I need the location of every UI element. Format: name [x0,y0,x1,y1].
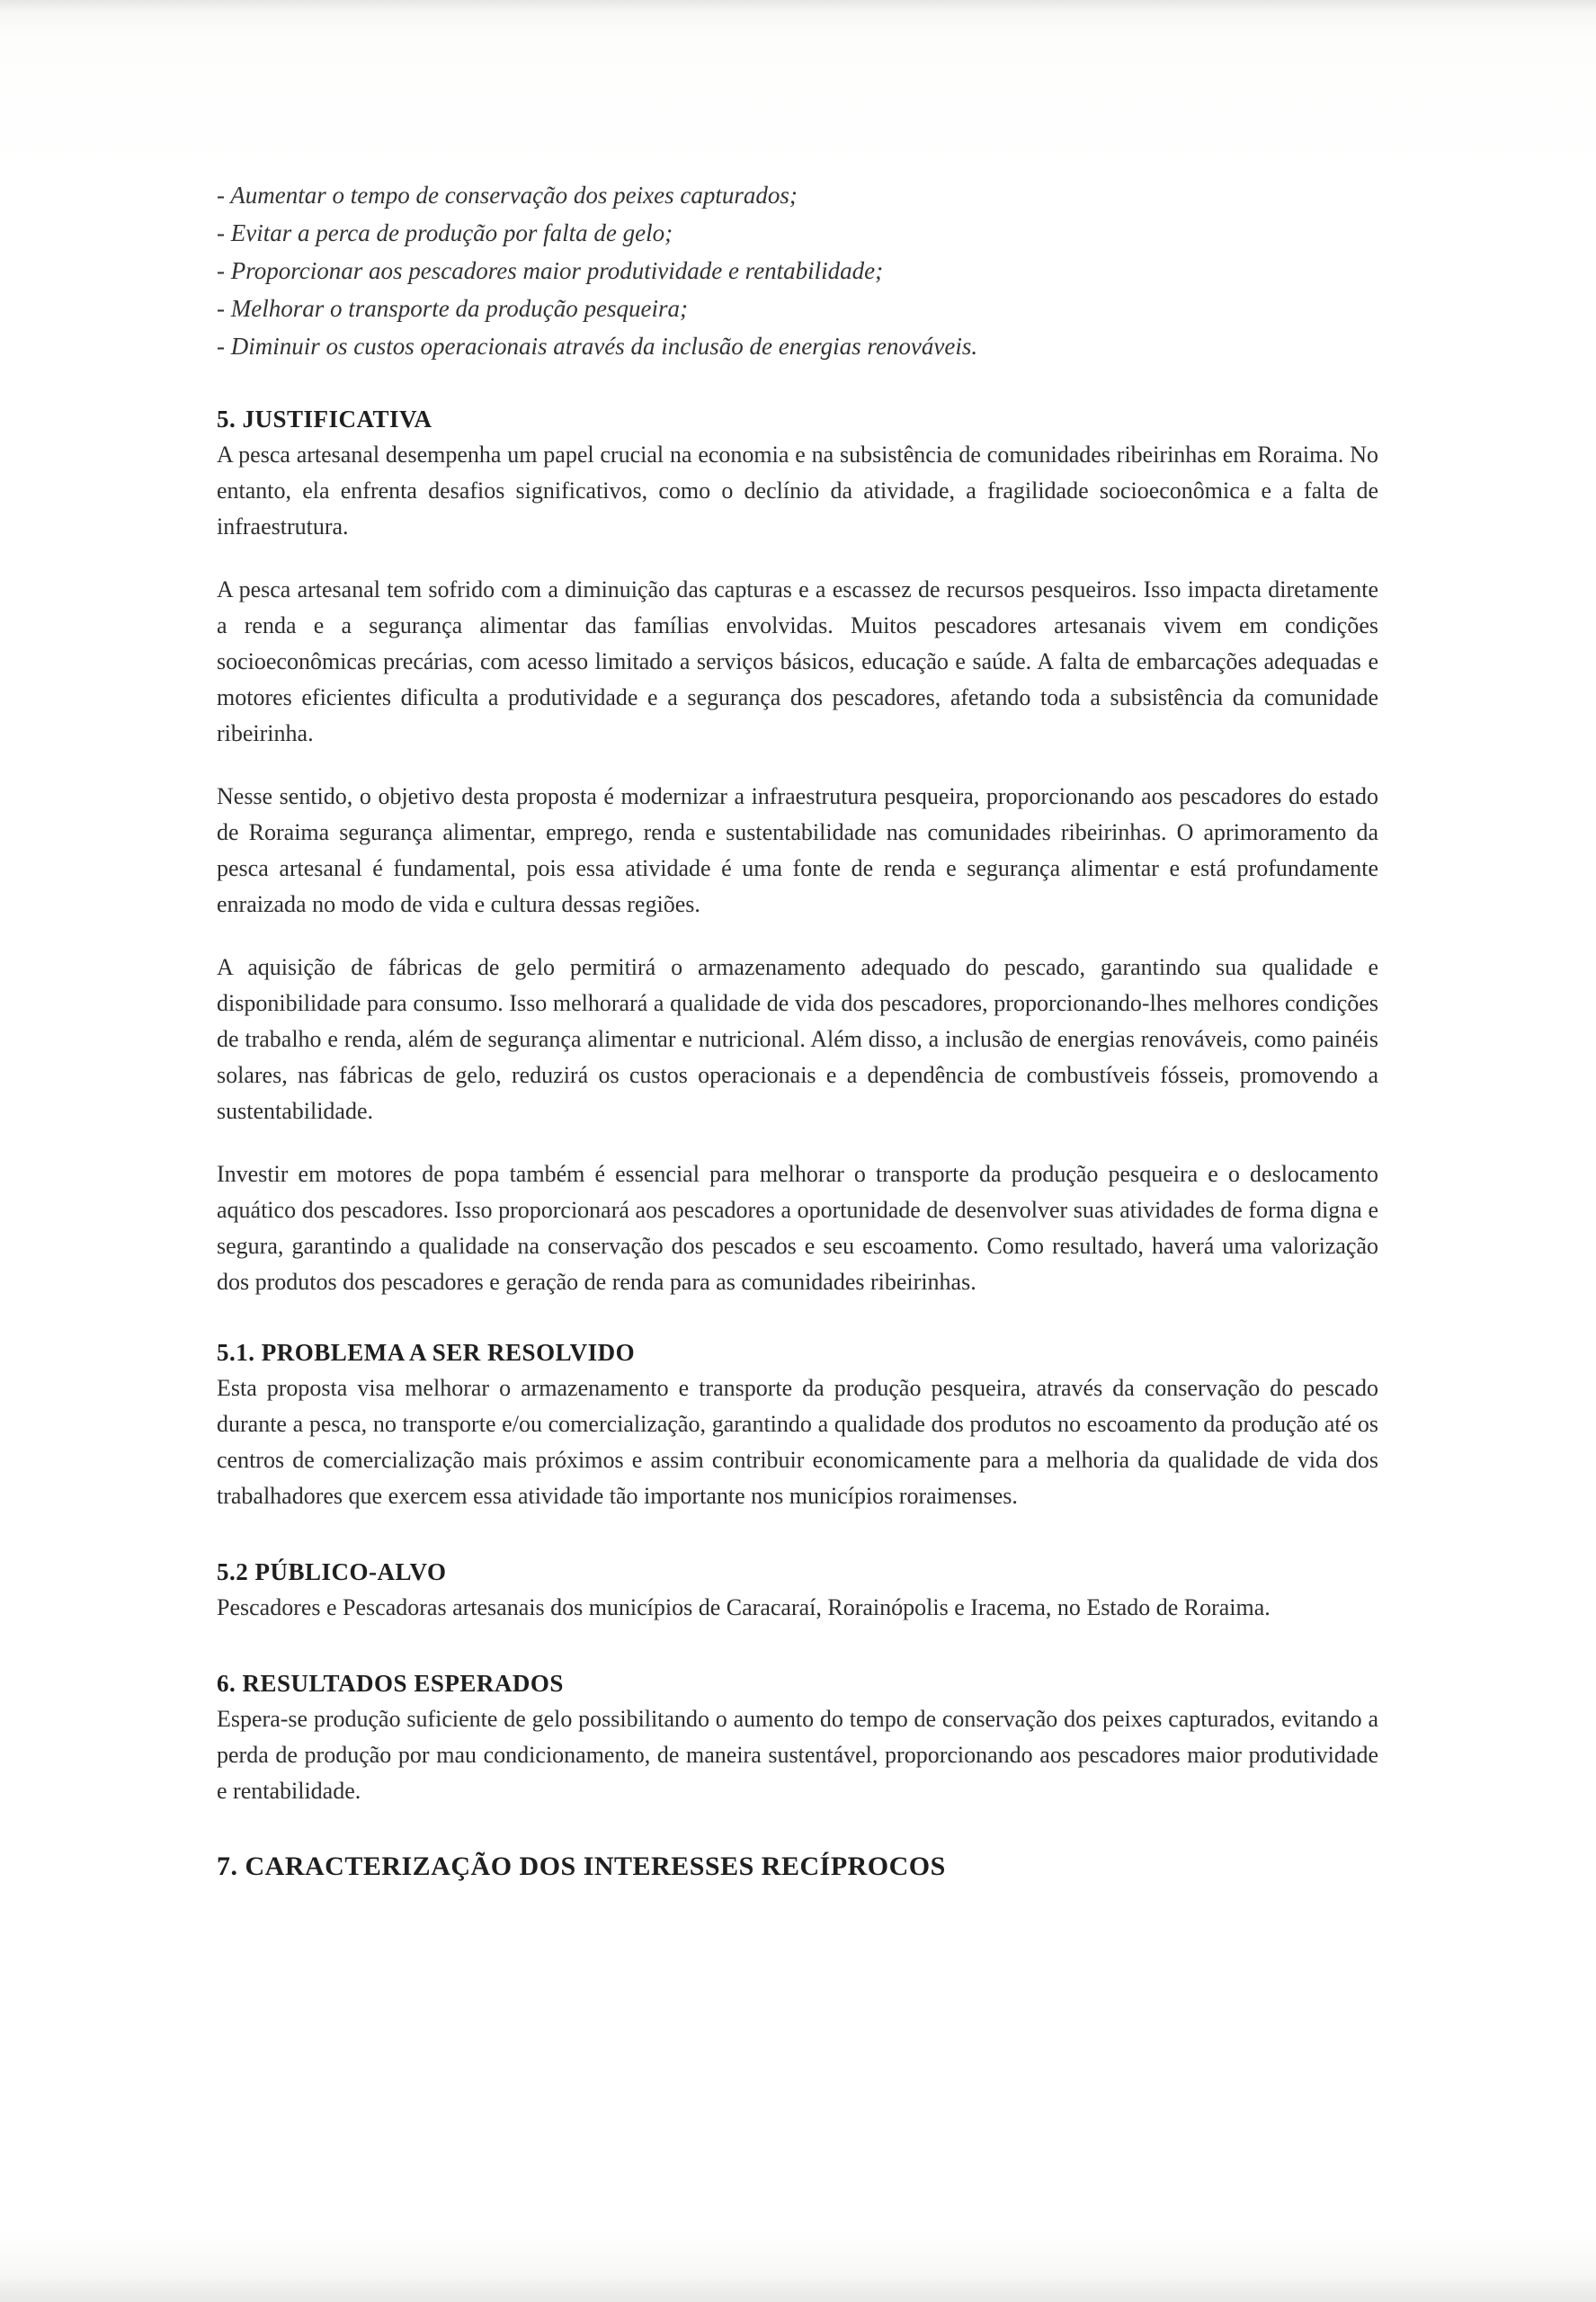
section-heading-interesses: 7. CARACTERIZAÇÃO DOS INTERESSES RECÍPROCOS [217,1851,946,1881]
document-body [217,176,1378,1885]
objectives-list [217,176,1378,365]
objective-item: - Diminuir os custos operacionais através da inclusão de energias renováveis. [217,333,978,360]
justificativa-paragraph: A pesca artesanal desempenha um papel crucial na economia e na subsistência de comunidades ribeirinhas em Roraima. No entanto, ela enfrenta desafios significativos, como o declínio da atividade, a fragilidade socioeconômica e a falta de infraestrutura. [217,442,1378,540]
objective-item: - Proporcionar aos pescadores maior produtividade e rentabilidade; [217,257,884,284]
objective-item: - Evitar a perca de produção por falta de gelo; [217,219,673,246]
section-heading-resultados: 6. RESULTADOS ESPERADOS [217,1670,564,1697]
scan-edge-bottom [0,2275,1596,2302]
justificativa-paragraph: Investir em motores de popa também é essencial para melhorar o transporte da produção pesqueira e o deslocamento aquático dos pescadores. Isso proporcionará aos pescadores a oportunidade de desenvolver suas atividades de forma digna e segura, garantindo a qualidade na conservação dos pescados e seu escoamento. Como resultado, haverá uma valorização dos produtos dos pescadores e geração de renda para as comunidades ribeirinhas. [217,1161,1378,1295]
section-heading-publico: 5.2 PÚBLICO-ALVO [217,1558,447,1585]
section-heading-justificativa: 5. JUSTIFICATIVA [217,406,432,433]
objective-item: - Melhorar o transporte da produção pesqueira; [217,295,688,322]
justificativa-paragraph: Nesse sentido, o objetivo desta proposta é modernizar a infraestrutura pesqueira, proporcionando aos pescadores do estado de Roraima segurança alimentar, emprego, renda e sustentabilidade nas comunidades ribeirinhas. O aprimoramento da pesca artesanal é fundamental, pois essa atividade é uma fonte de renda e segurança alimentar e está profundamente enraizada no modo de vida e cultura dessas regiões. [217,783,1378,917]
section-heading-problema: 5.1. PROBLEMA A SER RESOLVIDO [217,1339,636,1366]
resultados-paragraph: Espera-se produção suficiente de gelo possibilitando o aumento do tempo de conservação dos peixes capturados, evitando a perda de produção por mau condicionamento, de maneira sustentável, proporcionando aos pescadores maior produtividade e rentabilidade. [217,1706,1378,1804]
objective-item: - Aumentar o tempo de conservação dos peixes capturados; [217,182,798,209]
justificativa-paragraph: A aquisição de fábricas de gelo permitirá o armazenamento adequado do pescado, garantindo sua qualidade e disponibilidade para consumo. Isso melhorará a qualidade de vida dos pescadores, proporcionando-lhes melhores condições de trabalho e renda, além de segurança alimentar e nutricional. Além disso, a inclusão de energias renováveis, como painéis solares, nas fábricas de gelo, reduzirá os custos operacionais e a dependência de combustíveis fósseis, promovendo a sustentabilidade. [217,954,1378,1124]
justificativa-paragraph: A pesca artesanal tem sofrido com a diminuição das capturas e a escassez de recursos pesqueiros. Isso impacta diretamente a renda e a segurança alimentar das famílias envolvidas. Muitos pescadores artesanais vivem em condições socioeconômicas precárias, com acesso limitado a serviços básicos, educação e saúde. A falta de embarcações adequadas e motores eficientes dificulta a produtividade e a segurança dos pescadores, afetando toda a subsistência da comunidade ribeirinha. [217,576,1378,746]
problema-paragraph: Esta proposta visa melhorar o armazenamento e transporte da produção pesqueira, através da conservação do pescado durante a pesca, no transporte e/ou comercialização, garantindo a qualidade dos produtos no escoamento da produção até os centros de comercialização mais próximos e assim contribuir economicamente para a melhoria da qualidade de vida dos trabalhadores que exercem essa atividade tão importante nos municípios roraimenses. [217,1375,1378,1509]
scan-edge-top [0,0,1596,11]
publico-paragraph: Pescadores e Pescadoras artesanais dos municípios de Caracaraí, Rorainópolis e Iracema, no Estado de Roraima. [217,1594,1271,1620]
